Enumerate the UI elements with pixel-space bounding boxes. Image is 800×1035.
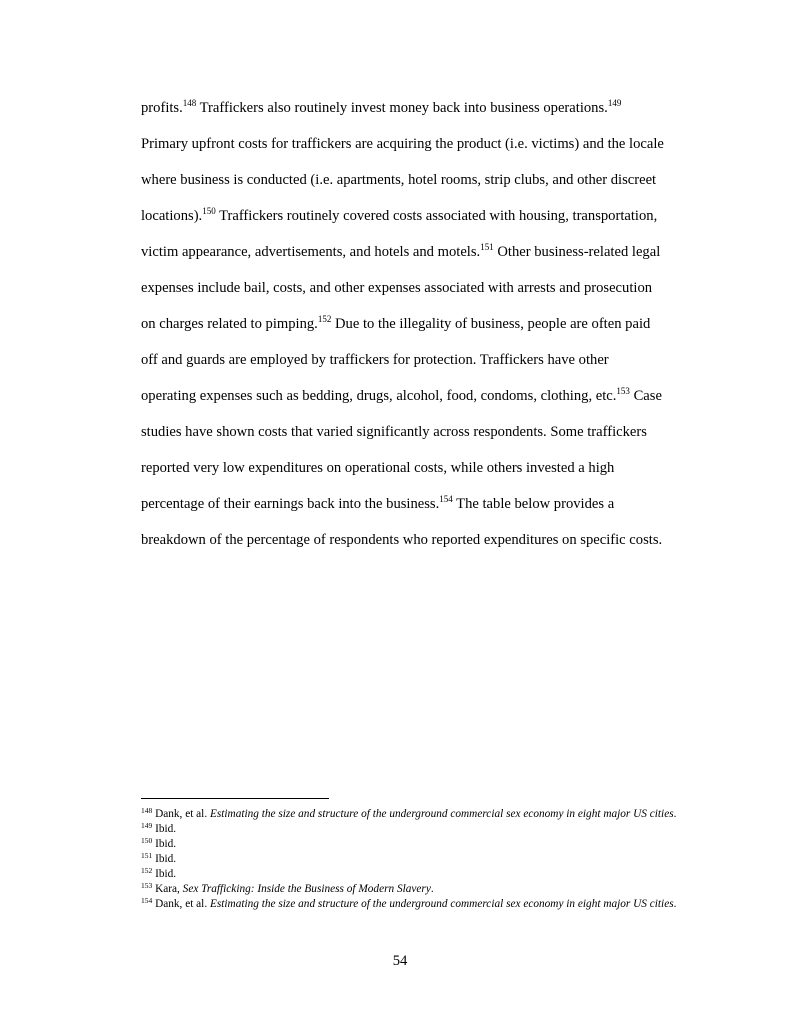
body-text-run: Primary upfront costs for traffickers are acquiring the product (i.e. victims) and the locale bbox=[141, 136, 664, 152]
footnote-text: Ibid. bbox=[152, 853, 177, 865]
body-text-run: where business is conducted (i.e. apartments, hotel rooms, strip clubs, and other discreet bbox=[141, 172, 657, 188]
footnote-ref: 148 bbox=[182, 98, 197, 108]
footnote bbox=[141, 852, 707, 867]
footnote-title: Estimating the size and structure of the underground commercial sex economy in eight major US cities bbox=[209, 898, 674, 910]
body-text-run: operating expenses such as bedding, drugs, alcohol, food, condoms, clothing, etc. bbox=[141, 388, 617, 404]
body-text-run: studies have shown costs that varied significantly across respondents. Some traffickers bbox=[141, 424, 647, 440]
footnote-text: Dank, et al. bbox=[152, 898, 210, 910]
footnote bbox=[141, 897, 707, 912]
body-line bbox=[141, 486, 707, 522]
body-line bbox=[141, 414, 707, 450]
footnote bbox=[141, 837, 707, 852]
footnote-number: 151 bbox=[141, 851, 153, 860]
body-line bbox=[141, 90, 707, 126]
page-number: 54 bbox=[392, 953, 408, 969]
footnote-number: 153 bbox=[141, 881, 153, 890]
body-text-run: Due to the illegality of business, people are often paid bbox=[331, 316, 651, 332]
footnotes bbox=[141, 807, 707, 912]
body-line bbox=[141, 378, 707, 414]
footnote-ref: 153 bbox=[616, 386, 630, 396]
body-text-run: victim appearance, advertisements, and hotels and motels. bbox=[141, 244, 481, 260]
footnote-text: Kara, bbox=[152, 883, 183, 895]
footnote-text: Ibid. bbox=[152, 868, 177, 880]
body-text-run: The table below provides a bbox=[452, 496, 615, 512]
footnote-number: 149 bbox=[141, 821, 153, 830]
footnote-ref: 151 bbox=[480, 242, 494, 252]
body-line bbox=[141, 126, 707, 162]
footnote-ref: 152 bbox=[317, 314, 332, 324]
body-text-run: off and guards are employed by traffickers for protection. Traffickers have other bbox=[141, 352, 609, 368]
footnote-punctuation: . bbox=[430, 883, 434, 895]
body-text-run: Other business-related legal bbox=[493, 244, 661, 260]
footnote-number: 152 bbox=[141, 866, 153, 875]
body-text-run: profits. bbox=[141, 100, 183, 116]
body-text-run: locations). bbox=[141, 208, 203, 224]
footnote-number: 148 bbox=[141, 806, 153, 815]
body-line bbox=[141, 234, 707, 270]
body-text-run: expenses include bail, costs, and other expenses associated with arrests and prosecution bbox=[141, 280, 653, 296]
body-text-run: on charges related to pimping. bbox=[141, 316, 318, 332]
footnote-text: Dank, et al. bbox=[152, 808, 210, 820]
footnote-text: Ibid. bbox=[152, 838, 177, 850]
footnote-title: Sex Trafficking: Inside the Business of Modern Slavery bbox=[182, 883, 431, 895]
footnote bbox=[141, 867, 707, 882]
footnote-ref: 150 bbox=[202, 206, 216, 216]
body-text-run: breakdown of the percentage of respondents who reported expenditures on specific costs. bbox=[141, 532, 663, 548]
body-text-run: Traffickers routinely covered costs associated with housing, transportation, bbox=[215, 208, 658, 224]
body-text-run: Case bbox=[629, 388, 662, 404]
footnote-number: 150 bbox=[141, 836, 153, 845]
footnote-title: Estimating the size and structure of the underground commercial sex economy in eight major US cities bbox=[209, 808, 674, 820]
body-paragraph bbox=[141, 90, 707, 558]
footnote-punctuation: . bbox=[673, 898, 677, 910]
footnote-punctuation: . bbox=[673, 808, 677, 820]
body-line bbox=[141, 342, 707, 378]
footnote-text: Ibid. bbox=[152, 823, 177, 835]
body-line bbox=[141, 198, 707, 234]
body-line bbox=[141, 162, 707, 198]
body-text-run: reported very low expenditures on operational costs, while others invested a high bbox=[141, 460, 615, 476]
footnote-ref: 154 bbox=[439, 494, 453, 504]
footnote bbox=[141, 822, 707, 837]
body-line bbox=[141, 270, 707, 306]
footnote-number: 154 bbox=[141, 896, 153, 905]
footnote bbox=[141, 807, 707, 822]
footnote bbox=[141, 882, 707, 897]
body-line bbox=[141, 306, 707, 342]
body-text-run: Traffickers also routinely invest money back into business operations. bbox=[196, 100, 608, 116]
body-line bbox=[141, 522, 707, 558]
body-line bbox=[141, 450, 707, 486]
footnote-separator bbox=[141, 798, 329, 799]
footnote-ref: 149 bbox=[607, 98, 622, 108]
body-text-run: percentage of their earnings back into the business. bbox=[141, 496, 440, 512]
